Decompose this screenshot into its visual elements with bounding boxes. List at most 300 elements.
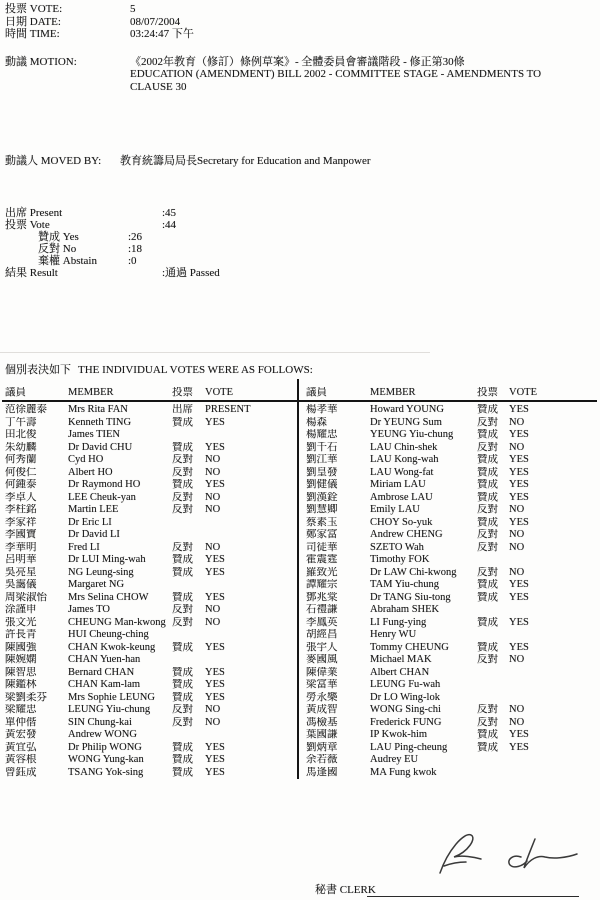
motion-text-zh: 《2002年教育（修訂）條例草案》- 全體委員會審議階段 - 修正第30條 — [130, 56, 465, 68]
vote-en — [205, 654, 295, 667]
vote-zh: 反對 — [172, 491, 193, 503]
vote-en: YES — [509, 591, 529, 603]
vote-en: YES — [205, 666, 225, 678]
member-name-en: Dr David LI — [68, 529, 120, 540]
member-name-en: Mrs Selina CHOW — [68, 591, 149, 603]
table-row — [306, 679, 598, 692]
vote-zh: 贊成 — [172, 554, 193, 565]
vote-zh: 反對 — [477, 504, 498, 515]
table-row — [5, 504, 295, 517]
table-header-left — [5, 387, 295, 400]
vote-zh: 反對 — [172, 504, 193, 515]
table-row — [306, 567, 598, 580]
member-name-zh: 鄧兆棠 — [306, 591, 338, 603]
member-name-zh: 涂謹申 — [5, 604, 37, 615]
vote-en: NO — [509, 441, 525, 453]
vote-zh: 反對 — [477, 529, 498, 540]
vote-zh: 贊成 — [477, 404, 498, 415]
vote-en: YES — [509, 404, 529, 415]
vote-en: YES — [509, 729, 529, 740]
member-name-zh: 黃宜弘 — [5, 741, 37, 753]
member-name-zh: 劉健儀 — [306, 479, 338, 490]
result-label: 結果 Result — [5, 267, 58, 279]
member-name-zh: 張文光 — [5, 616, 37, 628]
vote-zh: 贊成 — [477, 741, 498, 753]
table-row — [306, 742, 598, 755]
member-name-zh: 曾鈺成 — [5, 766, 37, 778]
individual-votes-intro-zh: 個別表決如下 — [5, 364, 71, 376]
member-name-en: YEUNG Yiu-chung — [370, 429, 454, 440]
vote-en: NO — [205, 504, 221, 515]
vote-en — [509, 767, 598, 780]
table-row — [5, 642, 295, 655]
vote-en: YES — [205, 591, 225, 603]
member-name-en: Mrs Sophie LEUNG — [68, 691, 155, 703]
vote-zh: 反對 — [172, 716, 193, 728]
vote-en: YES — [205, 441, 225, 453]
vote-en: YES — [509, 454, 529, 465]
vote-zh: 反對 — [172, 704, 193, 715]
vote-number-value: 5 — [130, 3, 136, 15]
vote-zh — [172, 529, 205, 542]
vote-en: YES — [205, 679, 225, 690]
vote-zh: 反對 — [477, 441, 498, 453]
table-row — [306, 554, 598, 567]
table-row — [306, 517, 598, 530]
vote-zh: 贊成 — [477, 466, 498, 478]
vote-zh — [477, 679, 509, 692]
vote-en — [205, 629, 295, 642]
table-row — [5, 554, 295, 567]
member-name-en: Tommy CHEUNG — [370, 641, 449, 653]
member-name-zh: 霍震霆 — [306, 554, 338, 565]
member-name-en: SIN Chung-kai — [68, 716, 132, 728]
vote-zh: 贊成 — [172, 416, 193, 428]
vote-en — [205, 517, 295, 530]
member-name-zh: 石禮謙 — [306, 604, 338, 615]
table-header-right — [306, 387, 596, 400]
member-name-zh: 劉漢銓 — [306, 491, 338, 503]
vote-zh: 贊成 — [172, 566, 193, 578]
table-row — [306, 642, 598, 655]
vote-en: NO — [205, 704, 221, 715]
vote-zh: 贊成 — [477, 616, 498, 628]
vote-en: NO — [509, 416, 525, 428]
member-name-zh: 勞永樂 — [306, 691, 338, 703]
vote-en — [509, 554, 598, 567]
vote-en — [509, 604, 598, 617]
member-name-en: SZETO Wah — [370, 541, 424, 553]
vote-zh: 贊成 — [477, 729, 498, 740]
member-name-zh: 余若薇 — [306, 754, 338, 765]
member-name-zh: 李鳳英 — [306, 616, 338, 628]
member-name-en: Frederick FUNG — [370, 716, 442, 728]
table-row — [306, 767, 598, 780]
table-row — [5, 692, 295, 705]
vote-zh: 贊成 — [477, 579, 498, 590]
table-row — [5, 767, 295, 780]
member-name-en: James TIEN — [68, 429, 121, 440]
table-row — [5, 542, 295, 555]
vote-zh — [477, 754, 509, 767]
scan-artifact-line — [0, 352, 430, 353]
member-name-en: Mrs Rita FAN — [68, 404, 128, 415]
vote-en: NO — [205, 454, 221, 465]
motion-text — [130, 56, 595, 93]
member-name-en: Henry WU — [370, 629, 417, 640]
table-row — [5, 517, 295, 530]
col-vote-zh: 投票 — [477, 387, 498, 398]
vote-en: NO — [509, 654, 525, 665]
member-name-zh: 劉炳章 — [306, 741, 338, 753]
member-name-en: CHEUNG Man-kwong — [68, 616, 166, 628]
individual-votes-intro-en: THE INDIVIDUAL VOTES WERE AS FOLLOWS: — [78, 364, 313, 376]
vote-en: YES — [509, 491, 529, 503]
vote-zh: 贊成 — [477, 591, 498, 603]
member-name-en: LEE Cheuk-yan — [68, 491, 136, 503]
member-name-zh: 陳婉嫻 — [5, 654, 37, 665]
table-row — [306, 592, 598, 605]
vote-en: YES — [205, 766, 225, 778]
member-name-zh: 李家祥 — [5, 516, 37, 528]
member-name-en: Audrey EU — [370, 754, 419, 765]
vote-en: NO — [509, 504, 525, 515]
vote-en — [205, 429, 295, 442]
vote-en: YES — [509, 466, 529, 478]
col-member-zh: 議員 — [5, 387, 26, 398]
vote-zh: 贊成 — [172, 679, 193, 690]
member-name-en: IP Kwok-him — [370, 729, 428, 740]
motion-label: 動議 MOTION: — [5, 56, 77, 68]
vote-en: NO — [205, 491, 221, 503]
member-name-en: LAU Ping-cheung — [370, 741, 448, 753]
vote-en: PRESENT — [205, 404, 251, 415]
member-name-zh: 梁耀忠 — [5, 704, 37, 715]
member-name-en: LAU Wong-fat — [370, 466, 434, 478]
votes-right-column — [306, 404, 598, 779]
vote-en: NO — [509, 566, 525, 578]
table-row — [306, 754, 598, 767]
result-value: :通過 Passed — [162, 267, 220, 279]
member-name-en: Albert HO — [68, 466, 113, 478]
abstain-count-value: :0 — [128, 255, 137, 267]
vote-en: NO — [205, 604, 221, 615]
col-vote-en: VOTE — [509, 387, 537, 398]
moved-by-label: 動議人 MOVED BY: — [5, 155, 102, 167]
vote-en: NO — [205, 541, 221, 553]
vote-zh: 贊成 — [477, 429, 498, 440]
table-row — [306, 654, 598, 667]
vote-en — [509, 692, 598, 705]
member-name-zh: 丁午壽 — [5, 416, 37, 428]
table-row — [306, 417, 598, 430]
member-name-en: Dr Philip WONG — [68, 741, 142, 753]
vote-en: YES — [205, 566, 225, 578]
member-name-en: CHAN Kam-lam — [68, 679, 141, 690]
vote-zh: 反對 — [477, 704, 498, 715]
table-row — [5, 592, 295, 605]
clerk-signature-line — [367, 896, 579, 897]
vote-count-label: 投票 Vote — [5, 219, 50, 231]
table-row — [306, 504, 598, 517]
vote-en: NO — [509, 541, 525, 553]
member-name-zh: 朱幼麟 — [5, 441, 37, 453]
member-name-zh: 楊孝華 — [306, 404, 338, 415]
date-label: 日期 DATE: — [5, 15, 61, 28]
abstain-count-label: 棄權 Abstain — [38, 255, 97, 267]
table-row — [306, 492, 598, 505]
vote-count-value: :44 — [162, 219, 177, 231]
table-row — [5, 454, 295, 467]
member-name-zh: 陳國強 — [5, 641, 37, 653]
member-name-zh: 楊耀忠 — [306, 429, 338, 440]
vote-en: YES — [509, 641, 529, 653]
yes-count-value: :26 — [128, 231, 143, 243]
member-name-zh: 吳亮星 — [5, 566, 37, 578]
vote-zh: 反對 — [477, 654, 498, 665]
vote-zh: 贊成 — [477, 454, 498, 465]
member-name-zh: 吳靄儀 — [5, 579, 37, 590]
member-name-zh: 黃容根 — [5, 754, 37, 765]
col-member-en: MEMBER — [68, 387, 114, 398]
vote-en: YES — [205, 641, 225, 653]
member-name-zh: 鄭家富 — [306, 529, 338, 540]
member-name-en: CHAN Yuen-han — [68, 654, 141, 665]
table-row — [5, 529, 295, 542]
vote-en: YES — [205, 754, 225, 765]
vote-zh — [172, 579, 205, 592]
table-row — [5, 442, 295, 455]
vote-zh: 反對 — [477, 716, 498, 728]
column-divider — [297, 379, 299, 779]
vote-zh: 出席 — [172, 404, 193, 415]
table-row — [5, 479, 295, 492]
vote-en: YES — [205, 554, 225, 565]
date-value: 08/07/2004 — [130, 15, 181, 28]
motion-text-en-cont: CLAUSE 30 — [130, 80, 187, 93]
member-name-zh: 葉國謙 — [306, 729, 338, 740]
member-name-zh: 劉慧卿 — [306, 504, 338, 515]
member-name-en: TAM Yiu-chung — [370, 579, 440, 590]
vote-en: NO — [205, 716, 221, 728]
member-name-en: WONG Yung-kan — [68, 754, 144, 765]
vote-en — [509, 629, 598, 642]
vote-zh: 贊成 — [172, 754, 193, 765]
member-name-en: Abraham SHEK — [370, 604, 440, 615]
member-name-zh: 譚耀宗 — [306, 579, 338, 590]
vote-en: YES — [509, 616, 529, 628]
member-name-en: NG Leung-sing — [68, 566, 134, 578]
member-name-en: Margaret NG — [68, 579, 125, 590]
table-row — [306, 579, 598, 592]
vote-en — [509, 679, 598, 692]
member-name-en: Timothy FOK — [370, 554, 430, 565]
table-row — [5, 467, 295, 480]
member-name-en: Andrew CHENG — [370, 529, 443, 540]
vote-en: YES — [509, 741, 529, 753]
member-name-en: CHAN Kwok-keung — [68, 641, 156, 653]
table-row — [306, 667, 598, 680]
member-name-en: LAU Kong-wah — [370, 454, 439, 465]
member-name-en: Dr Eric LI — [68, 516, 112, 528]
member-name-en: Fred LI — [68, 541, 100, 553]
member-name-zh: 何秀蘭 — [5, 454, 37, 465]
vote-zh: 反對 — [172, 541, 193, 553]
member-name-zh: 司徒華 — [306, 541, 338, 553]
table-row — [5, 667, 295, 680]
vote-en: YES — [205, 741, 225, 753]
vote-zh: 反對 — [172, 454, 193, 465]
table-row — [306, 604, 598, 617]
member-name-en: Dr LUI Ming-wah — [68, 554, 146, 565]
member-name-zh: 黃成智 — [306, 704, 338, 715]
member-name-zh: 楊森 — [306, 416, 327, 428]
member-name-zh: 李柱銘 — [5, 504, 37, 515]
vote-zh — [172, 429, 205, 442]
vote-zh: 反對 — [172, 604, 193, 615]
vote-en: NO — [509, 704, 525, 715]
member-name-en: James TO — [68, 604, 110, 615]
member-name-zh: 李卓人 — [5, 491, 37, 503]
vote-zh: 贊成 — [172, 666, 193, 678]
member-name-zh: 單仲偕 — [5, 716, 37, 728]
member-name-en: Kenneth TING — [68, 416, 132, 428]
member-name-en: Howard YOUNG — [370, 404, 444, 415]
vote-zh: 贊成 — [172, 741, 193, 753]
table-row — [5, 754, 295, 767]
vote-zh: 反對 — [172, 616, 193, 628]
member-name-zh: 羅致光 — [306, 566, 338, 578]
member-name-zh: 劉皇發 — [306, 466, 338, 478]
vote-zh: 反對 — [477, 541, 498, 553]
member-name-zh: 胡經昌 — [306, 629, 338, 640]
vote-number-label: 投票 VOTE: — [5, 3, 63, 15]
member-name-en: Albert CHAN — [370, 666, 430, 678]
vote-zh — [477, 629, 509, 642]
vote-zh: 贊成 — [172, 441, 193, 453]
vote-en: NO — [205, 616, 221, 628]
table-row — [5, 679, 295, 692]
table-row — [306, 479, 598, 492]
member-name-en: Dr David CHU — [68, 441, 133, 453]
vote-zh — [477, 692, 509, 705]
member-name-en: Andrew WONG — [68, 729, 137, 740]
vote-zh — [477, 667, 509, 680]
vote-zh: 贊成 — [172, 641, 193, 653]
member-name-zh: 陳偉業 — [306, 666, 338, 678]
table-row — [5, 579, 295, 592]
table-row — [306, 629, 598, 642]
vote-en: YES — [509, 479, 529, 490]
member-name-zh: 劉千石 — [306, 441, 338, 453]
member-name-en: Ambrose LAU — [370, 491, 433, 503]
member-name-en: LAU Chin-shek — [370, 441, 438, 453]
table-row — [306, 404, 598, 417]
table-row — [5, 742, 295, 755]
vote-en: YES — [509, 579, 529, 590]
present-label: 出席 Present — [5, 207, 63, 219]
member-name-zh: 范徐麗泰 — [5, 404, 47, 415]
table-row — [306, 467, 598, 480]
vote-zh: 反對 — [172, 466, 193, 478]
table-row — [306, 729, 598, 742]
member-name-zh: 李國寶 — [5, 529, 37, 540]
col-member-en: MEMBER — [370, 387, 416, 398]
vote-en: YES — [509, 516, 529, 528]
table-row — [5, 729, 295, 742]
yes-count-label: 贊成 Yes — [38, 231, 79, 243]
vote-zh: 贊成 — [172, 766, 193, 778]
table-row — [306, 442, 598, 455]
member-name-en: Dr Raymond HO — [68, 479, 141, 490]
vote-zh: 贊成 — [172, 591, 193, 603]
table-row — [5, 429, 295, 442]
table-row — [5, 654, 295, 667]
vote-zh — [172, 729, 205, 742]
member-name-zh: 麥國風 — [306, 654, 338, 665]
vote-zh: 贊成 — [477, 479, 498, 490]
table-row — [5, 404, 295, 417]
vote-zh — [477, 554, 509, 567]
vote-zh — [172, 629, 205, 642]
member-name-en: LI Fung-ying — [370, 616, 427, 628]
vote-en — [205, 579, 295, 592]
member-name-en: Dr LAW Chi-kwong — [370, 566, 457, 578]
table-row — [5, 629, 295, 642]
member-name-en: MA Fung kwok — [370, 766, 437, 778]
table-row — [306, 692, 598, 705]
member-name-en: WONG Sing-chi — [370, 704, 441, 715]
member-name-en: LEUNG Yiu-chung — [68, 704, 151, 715]
member-name-zh: 張宇人 — [306, 641, 338, 653]
vote-zh: 反對 — [477, 566, 498, 578]
col-vote-zh: 投票 — [172, 387, 193, 398]
vote-en: NO — [205, 466, 221, 478]
vote-en — [509, 754, 598, 767]
member-name-en: Cyd HO — [68, 454, 104, 465]
header-underline — [2, 400, 597, 402]
member-name-en: CHOY So-yuk — [370, 516, 433, 528]
vote-en — [205, 529, 295, 542]
vote-zh — [172, 517, 205, 530]
member-name-zh: 李華明 — [5, 541, 37, 553]
member-name-zh: 陳智思 — [5, 666, 37, 678]
vote-zh — [477, 767, 509, 780]
member-name-en: TSANG Yok-sing — [68, 766, 144, 778]
no-count-value: :18 — [128, 243, 143, 255]
vote-zh: 贊成 — [477, 641, 498, 653]
vote-en: YES — [205, 416, 225, 428]
motion-text-en: EDUCATION (AMENDMENT) BILL 2002 - COMMITTEE STAGE - AMENDMENTS TO — [130, 68, 542, 81]
table-row — [5, 604, 295, 617]
table-row — [5, 492, 295, 505]
vote-zh: 贊成 — [477, 491, 498, 503]
table-row — [306, 617, 598, 630]
member-name-zh: 劉江華 — [306, 454, 338, 465]
table-row — [306, 529, 598, 542]
member-name-zh: 許長青 — [5, 629, 37, 640]
table-row — [306, 454, 598, 467]
table-row — [306, 717, 598, 730]
vote-en: YES — [509, 429, 529, 440]
member-name-zh: 呂明華 — [5, 554, 37, 565]
vote-en — [509, 667, 598, 680]
member-name-en: Michael MAK — [370, 654, 432, 665]
member-name-zh: 馮檢基 — [306, 716, 338, 728]
vote-en: YES — [205, 479, 225, 490]
clerk-signature-icon — [424, 826, 580, 884]
member-name-en: Miriam LAU — [370, 479, 426, 490]
